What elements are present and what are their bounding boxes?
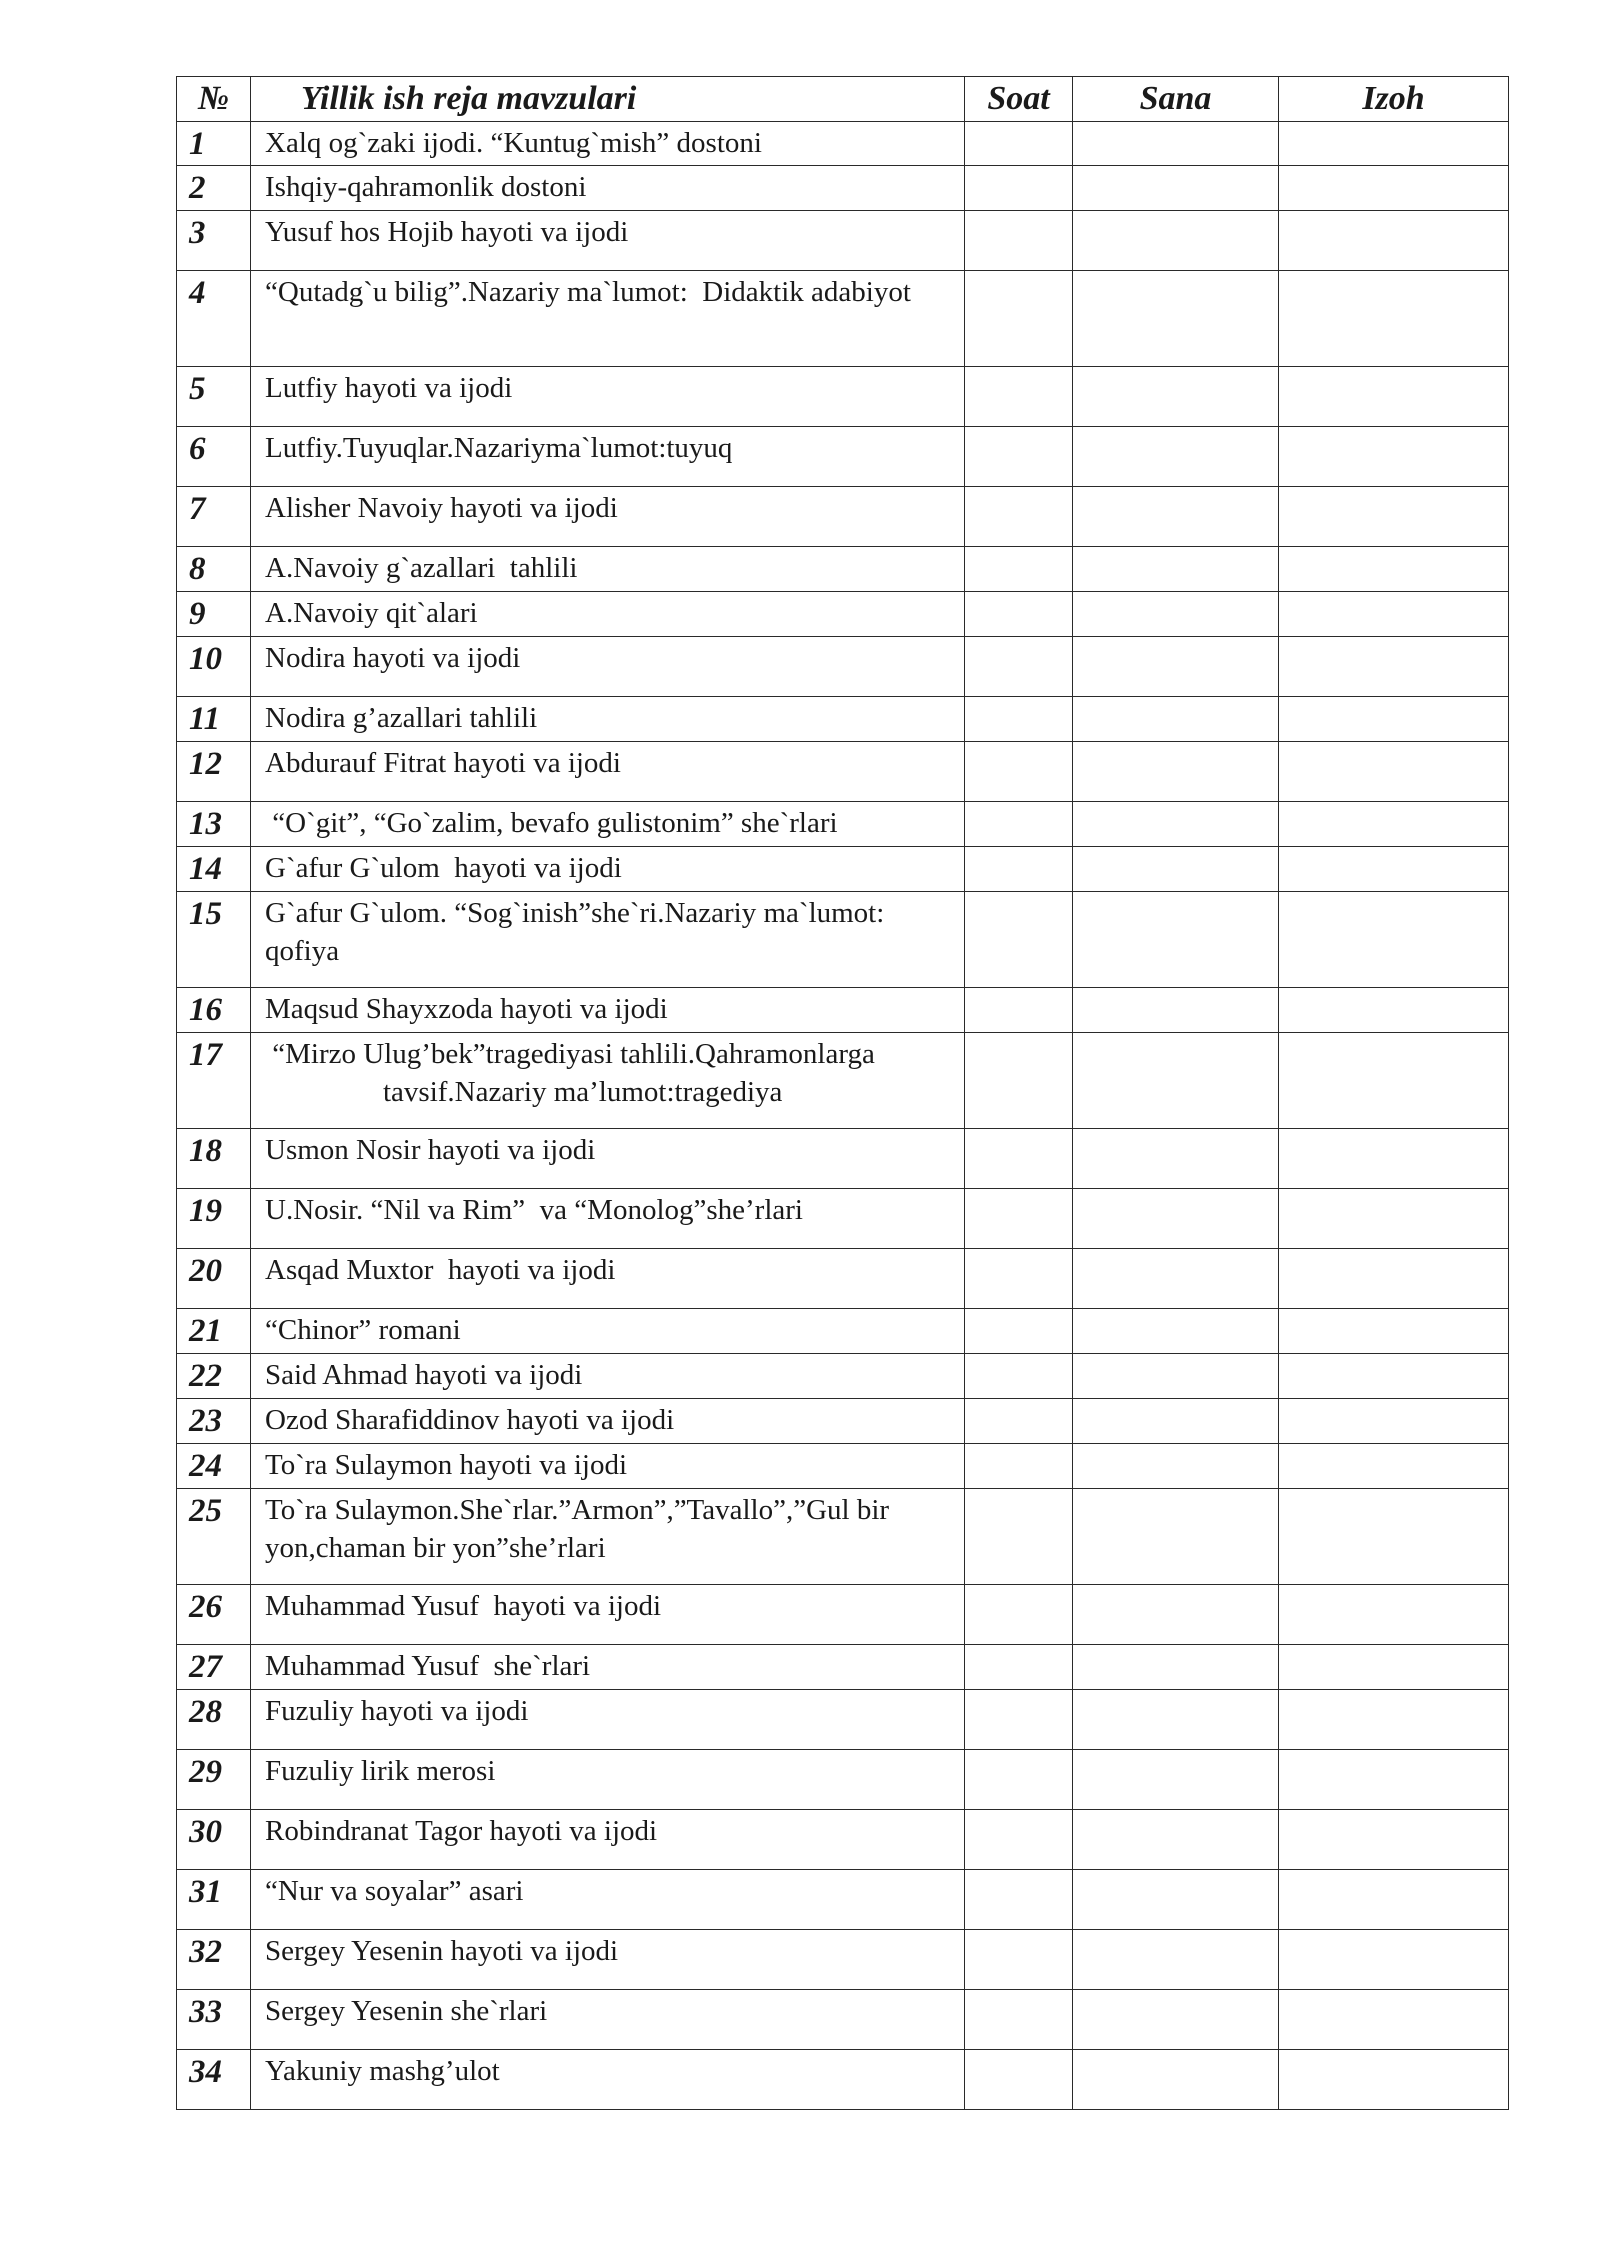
row-hours [965,1309,1073,1354]
row-topic: G`afur G`ulom hayoti va ijodi [251,847,965,892]
row-date [1073,802,1279,847]
row-date [1073,1399,1279,1444]
row-number: 27 [177,1645,251,1690]
row-hours [965,1189,1073,1249]
header-topic: Yillik ish reja mavzulari [251,77,965,122]
row-number: 7 [177,487,251,547]
table-row [177,1990,1509,2050]
row-date [1073,367,1279,427]
row-hours [965,122,1073,166]
table-row [177,892,1509,988]
row-hours [965,742,1073,802]
row-topic: “Chinor” romani [251,1309,965,1354]
row-date [1073,547,1279,592]
row-topic: Asqad Muxtor hayoti va ijodi [251,1249,965,1309]
row-number: 11 [177,697,251,742]
table-row [177,1489,1509,1585]
table-row [177,1444,1509,1489]
header-row [177,77,1509,122]
row-number: 34 [177,2050,251,2110]
table-row [177,1585,1509,1645]
row-note [1279,742,1509,802]
row-topic: Ozod Sharafiddinov hayoti va ijodi [251,1399,965,1444]
row-date [1073,1870,1279,1930]
row-number: 6 [177,427,251,487]
row-note [1279,487,1509,547]
row-topic: Yakuniy mashg’ulot [251,2050,965,2110]
row-date [1073,271,1279,367]
row-topic: Said Ahmad hayoti va ijodi [251,1354,965,1399]
row-number: 9 [177,592,251,637]
row-hours [965,592,1073,637]
row-topic-line1: “Mirzo Ulug’bek”tragediyasi tahlili.Qahramonlarga [265,1038,875,1070]
row-topic: Abdurauf Fitrat hayoti va ijodi [251,742,965,802]
row-number: 18 [177,1129,251,1189]
row-topic: Lutfiy.Tuyuqlar.Nazariyma`lumot:tuyuq [251,427,965,487]
row-date [1073,988,1279,1033]
table-row [177,166,1509,211]
row-date [1073,1930,1279,1990]
row-topic: Nodira hayoti va ijodi [251,637,965,697]
row-hours [965,211,1073,271]
header-hours: Soat [965,77,1073,122]
row-date [1073,1645,1279,1690]
row-note [1279,1129,1509,1189]
row-number: 30 [177,1810,251,1870]
table-row [177,271,1509,367]
row-date [1073,742,1279,802]
table-row [177,1309,1509,1354]
header-date: Sana [1073,77,1279,122]
row-hours [965,1249,1073,1309]
row-topic: To`ra Sulaymon hayoti va ijodi [251,1444,965,1489]
row-date [1073,1444,1279,1489]
row-hours [965,166,1073,211]
row-note [1279,547,1509,592]
row-hours [965,1645,1073,1690]
row-number: 24 [177,1444,251,1489]
table-row [177,1930,1509,1990]
table-row [177,1690,1509,1750]
row-date [1073,1690,1279,1750]
row-hours [965,1690,1073,1750]
row-topic: “Nur va soyalar” asari [251,1870,965,1930]
row-note [1279,697,1509,742]
row-hours [965,1129,1073,1189]
row-hours [965,427,1073,487]
header-number: № [177,77,251,122]
row-note [1279,637,1509,697]
table-row [177,1810,1509,1870]
row-hours [965,892,1073,988]
row-date [1073,1129,1279,1189]
row-note [1279,1249,1509,1309]
row-number: 32 [177,1930,251,1990]
row-date [1073,122,1279,166]
row-date [1073,847,1279,892]
row-topic: Fuzuliy lirik merosi [251,1750,965,1810]
row-note [1279,122,1509,166]
table-row [177,547,1509,592]
row-number: 22 [177,1354,251,1399]
row-date [1073,2050,1279,2110]
row-note [1279,802,1509,847]
row-note [1279,988,1509,1033]
row-topic: Robindranat Tagor hayoti va ijodi [251,1810,965,1870]
row-note [1279,1990,1509,2050]
row-topic: “Qutadg`u bilig”.Nazariy ma`lumot: Didaktik adabiyot [251,271,965,367]
row-hours [965,1489,1073,1585]
row-topic: To`ra Sulaymon.She`rlar.”Armon”,”Tavallo”,”Gul bir yon,chaman bir yon”she’rlari [251,1489,965,1585]
row-number: 33 [177,1990,251,2050]
row-note [1279,1309,1509,1354]
row-hours [965,637,1073,697]
table-row [177,1033,1509,1129]
row-topic: Muhammad Yusuf she`rlari [251,1645,965,1690]
row-date [1073,1810,1279,1870]
row-note [1279,1870,1509,1930]
row-date [1073,1990,1279,2050]
row-note [1279,1189,1509,1249]
table-row [177,592,1509,637]
row-note [1279,1033,1509,1129]
row-date [1073,892,1279,988]
row-date [1073,1309,1279,1354]
row-date [1073,211,1279,271]
row-topic: Xalq og`zaki ijodi. “Kuntug`mish” dostoni [251,122,965,166]
row-topic-line2: tavsif.Nazariy ma’lumot:tragediya [383,1076,783,1108]
row-topic: G`afur G`ulom. “Sog`inish”she`ri.Nazariy ma`lumot: qofiya [251,892,965,988]
row-hours [965,1399,1073,1444]
table-row [177,1870,1509,1930]
row-note [1279,427,1509,487]
row-hours [965,1033,1073,1129]
row-hours [965,1990,1073,2050]
table-row [177,487,1509,547]
table-row [177,742,1509,802]
row-number: 31 [177,1870,251,1930]
row-hours [965,988,1073,1033]
row-note [1279,166,1509,211]
row-topic [251,1033,965,1129]
row-date [1073,487,1279,547]
table-row [177,1750,1509,1810]
row-number: 29 [177,1750,251,1810]
row-number: 3 [177,211,251,271]
row-hours [965,367,1073,427]
row-hours [965,1585,1073,1645]
row-note [1279,1444,1509,1489]
table-row [177,1249,1509,1309]
row-note [1279,1354,1509,1399]
row-topic: Alisher Navoiy hayoti va ijodi [251,487,965,547]
row-date [1073,166,1279,211]
row-topic: Sergey Yesenin she`rlari [251,1990,965,2050]
row-number: 10 [177,637,251,697]
row-number: 12 [177,742,251,802]
row-number: 8 [177,547,251,592]
row-note [1279,1690,1509,1750]
row-note [1279,367,1509,427]
row-topic: Nodira g’azallari tahlili [251,697,965,742]
table-body [177,122,1509,2110]
row-note [1279,2050,1509,2110]
table-row [177,1354,1509,1399]
row-hours [965,847,1073,892]
table-row [177,988,1509,1033]
table-row [177,1399,1509,1444]
row-note [1279,1489,1509,1585]
row-number: 26 [177,1585,251,1645]
row-topic: Muhammad Yusuf hayoti va ijodi [251,1585,965,1645]
row-number: 1 [177,122,251,166]
row-date [1073,1585,1279,1645]
row-date [1073,1189,1279,1249]
row-note [1279,271,1509,367]
row-date [1073,592,1279,637]
row-number: 14 [177,847,251,892]
row-topic: A.Navoiy g`azallari tahlili [251,547,965,592]
row-topic: Ishqiy-qahramonlik dostoni [251,166,965,211]
row-number: 25 [177,1489,251,1585]
row-note [1279,1810,1509,1870]
row-topic: A.Navoiy qit`alari [251,592,965,637]
row-number: 23 [177,1399,251,1444]
table-row [177,847,1509,892]
row-number: 15 [177,892,251,988]
table-row [177,1189,1509,1249]
table-row [177,1129,1509,1189]
table-row [177,367,1509,427]
row-topic: Maqsud Shayxzoda hayoti va ijodi [251,988,965,1033]
row-note [1279,892,1509,988]
row-topic: Lutfiy hayoti va ijodi [251,367,965,427]
row-date [1073,697,1279,742]
table-row [177,2050,1509,2110]
plan-table [176,76,1509,2110]
row-note [1279,1399,1509,1444]
table-row [177,637,1509,697]
row-date [1073,1750,1279,1810]
row-number: 21 [177,1309,251,1354]
row-number: 4 [177,271,251,367]
row-date [1073,1489,1279,1585]
row-hours [965,487,1073,547]
row-note [1279,211,1509,271]
row-number: 13 [177,802,251,847]
row-note [1279,1645,1509,1690]
row-number: 2 [177,166,251,211]
row-date [1073,637,1279,697]
row-number: 20 [177,1249,251,1309]
row-date [1073,1354,1279,1399]
row-hours [965,1930,1073,1990]
row-note [1279,1585,1509,1645]
header-note: Izoh [1279,77,1509,122]
table-row [177,122,1509,166]
row-date [1073,1033,1279,1129]
row-date [1073,1249,1279,1309]
row-topic: U.Nosir. “Nil va Rim” va “Monolog”she’rlari [251,1189,965,1249]
row-date [1073,427,1279,487]
table-row [177,802,1509,847]
row-hours [965,1810,1073,1870]
row-topic: Usmon Nosir hayoti va ijodi [251,1129,965,1189]
row-hours [965,1870,1073,1930]
row-hours [965,1444,1073,1489]
row-hours [965,2050,1073,2110]
row-note [1279,1750,1509,1810]
row-topic: Sergey Yesenin hayoti va ijodi [251,1930,965,1990]
row-number: 16 [177,988,251,1033]
row-topic: Fuzuliy hayoti va ijodi [251,1690,965,1750]
table-row [177,211,1509,271]
row-hours [965,802,1073,847]
row-hours [965,271,1073,367]
row-hours [965,1750,1073,1810]
row-number: 28 [177,1690,251,1750]
row-hours [965,697,1073,742]
row-topic: Yusuf hos Hojib hayoti va ijodi [251,211,965,271]
table-row [177,427,1509,487]
row-hours [965,1354,1073,1399]
row-number: 19 [177,1189,251,1249]
row-note [1279,592,1509,637]
table-row [177,1645,1509,1690]
row-topic: “O`git”, “Go`zalim, bevafo gulistonim” she`rlari [251,802,965,847]
row-note [1279,1930,1509,1990]
row-note [1279,847,1509,892]
table-row [177,697,1509,742]
row-hours [965,547,1073,592]
row-number: 5 [177,367,251,427]
row-number: 17 [177,1033,251,1129]
